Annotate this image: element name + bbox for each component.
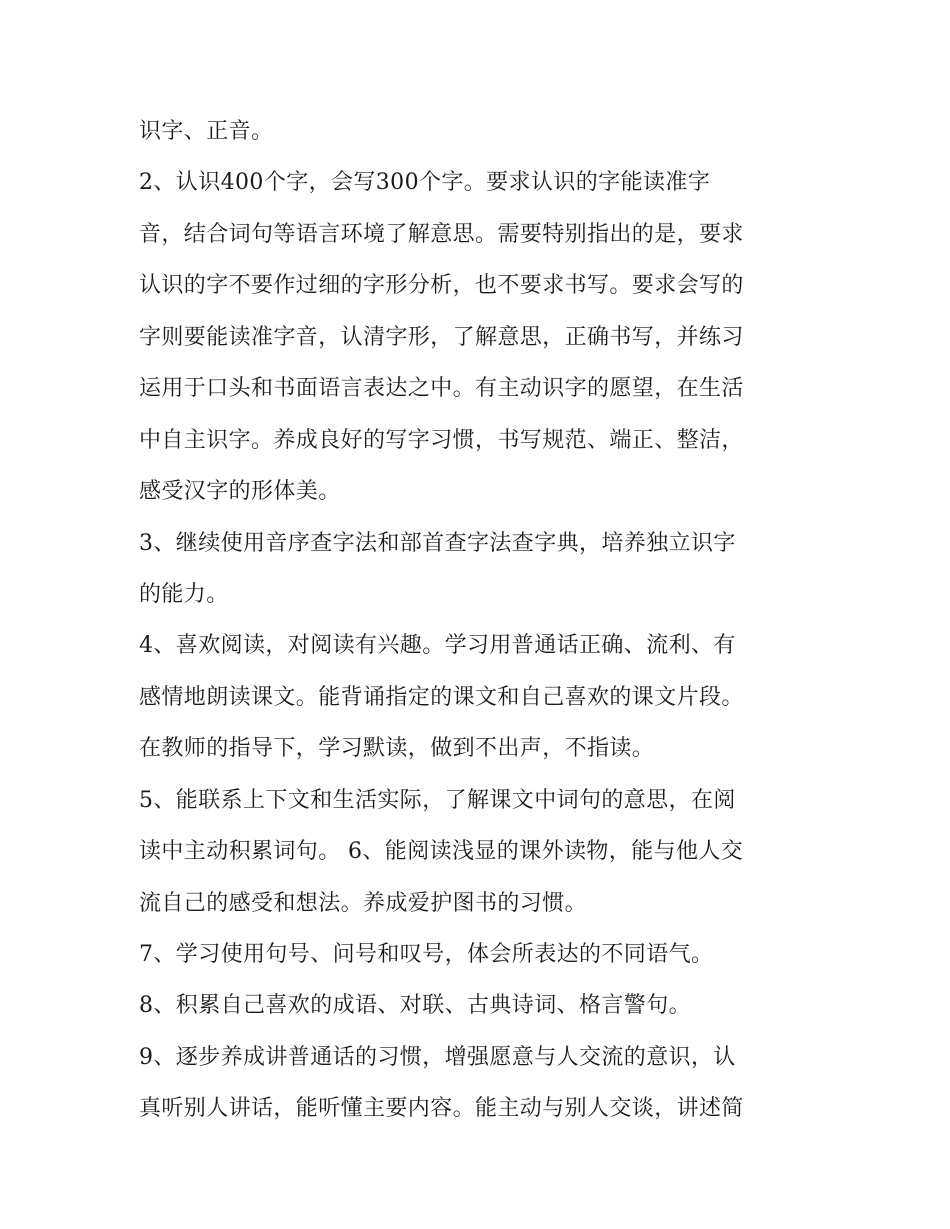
text-line: 4、喜欢阅读，对阅读有兴趣。学习用普通话正确、流利、有: [139, 633, 736, 659]
text-line: 识字、正音。: [139, 119, 274, 144]
text-line: 读中主动积累词句。 6、能阅读浅显的课外读物，能与他人交: [139, 839, 744, 865]
document-body: [139, 106, 819, 1135]
text-line: 音，结合词句等语言环境了解意思。需要特别指出的是，要求: [139, 221, 744, 247]
text-line: 流自己的感受和想法。养成爱护图书的习惯。: [139, 890, 588, 916]
text-line: 3、继续使用音序查字法和部首查字法查字典，培养独立识字: [139, 530, 736, 556]
text-line: 在教师的指导下，学习默读，做到不出声，不指读。: [139, 736, 655, 762]
text-line: 运用于口头和书面语言表达之中。有主动识字的愿望，在生活: [139, 376, 744, 402]
text-line: 字则要能读准字音，认清字形，了解意思，正确书写，并练习: [139, 324, 744, 350]
text-line: 7、学习使用句号、问号和叹号，体会所表达的不同语气。: [139, 942, 714, 967]
text-line: 8、积累自己喜欢的成语、对联、古典诗词、格言警句。: [139, 993, 691, 1019]
text-line: 2、认识400个字，会写300个字。要求认识的字能读准字: [139, 170, 711, 196]
text-line: 中自主识字。养成良好的写字习惯，书写规范、端正、整洁，: [139, 427, 744, 453]
text-line: 感受汉字的形体美。: [139, 479, 341, 505]
text-line: 真听别人讲话，能听懂主要内容。能主动与别人交谈，讲述简: [139, 1096, 744, 1122]
text-line: 感情地朗读课文。能背诵指定的课文和自己喜欢的课文片段。: [139, 684, 744, 710]
text-line: 5、能联系上下文和生活实际，了解课文中词句的意思，在阅: [139, 787, 736, 813]
text-line: 认识的字不要作过细的字形分析，也不要求书写。要求会写的: [139, 273, 744, 299]
text-line: 9、逐步养成讲普通话的习惯，增强愿意与人交流的意识，认: [139, 1044, 736, 1070]
text-line: 的能力。: [139, 581, 229, 607]
